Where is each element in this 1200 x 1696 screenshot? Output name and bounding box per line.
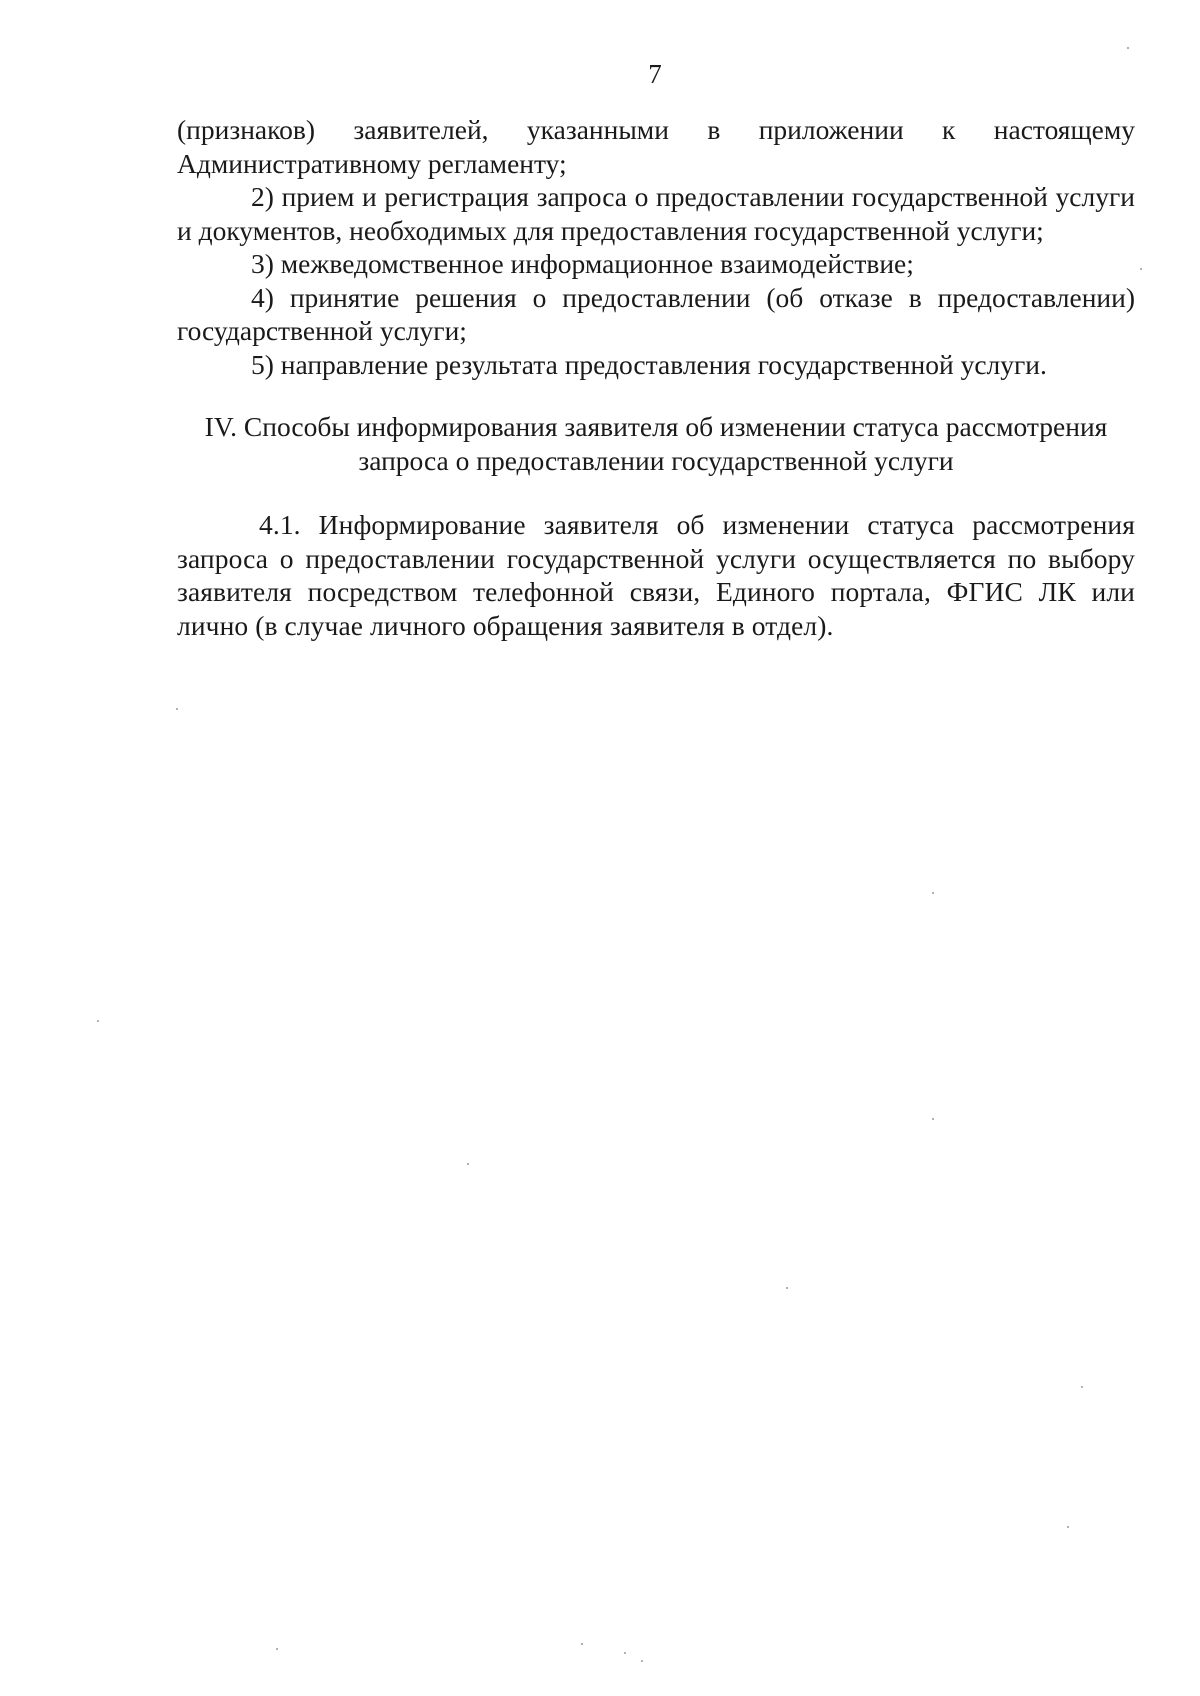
scan-speck bbox=[1127, 47, 1129, 49]
section-heading-line-1: IV. Способы информирования заявителя об изменении статуса рассмотрения bbox=[204, 411, 1108, 442]
paragraph-item-2: 2) прием и регистрация запроса о предоставлении государственной услуги и документов, необходимых для предоставления государственной услуги; bbox=[177, 181, 1135, 246]
scan-speck bbox=[276, 1648, 278, 1650]
paragraph-applicant-criteria: (признаков) заявителей, указанными в приложении к настоящему Административному регламенту; bbox=[177, 114, 1135, 179]
paragraph-item-3: 3) межведомственное информационное взаимодействие; bbox=[251, 248, 914, 279]
scan-speck bbox=[932, 892, 934, 894]
scan-speck bbox=[1081, 1386, 1083, 1388]
scan-speck bbox=[1140, 268, 1142, 270]
section-heading bbox=[177, 410, 1135, 477]
scan-speck bbox=[97, 1020, 99, 1022]
page-number: 7 bbox=[648, 59, 662, 89]
scan-speck bbox=[467, 1163, 469, 1165]
scan-speck bbox=[581, 1643, 583, 1645]
section-heading-line-2: запроса о предоставлении государственной услуги bbox=[358, 444, 954, 476]
document-body bbox=[177, 113, 1135, 642]
paragraph-4-1: 4.1. Информирование заявителя об изменении статуса рассмотрения запроса о предоставлении государственной услуги осуществляется по выбору заявителя посредством телефонной связи, Единого портала, ФГИС ЛК или лично (в случае личного обращения заявителя в отдел). bbox=[177, 509, 1135, 641]
paragraph-item-5: 5) направление результата предоставления государственной услуги. bbox=[251, 348, 1047, 380]
scan-speck bbox=[1067, 1526, 1069, 1528]
scan-speck bbox=[932, 1118, 934, 1120]
paragraph-item-4: 4) принятие решения о предоставлении (об отказе в предоставлении) государственной услуги; bbox=[177, 281, 1135, 346]
scan-speck bbox=[786, 1287, 788, 1289]
scan-speck bbox=[176, 708, 178, 710]
scan-speck bbox=[624, 1652, 626, 1654]
scan-speck bbox=[641, 1660, 643, 1662]
